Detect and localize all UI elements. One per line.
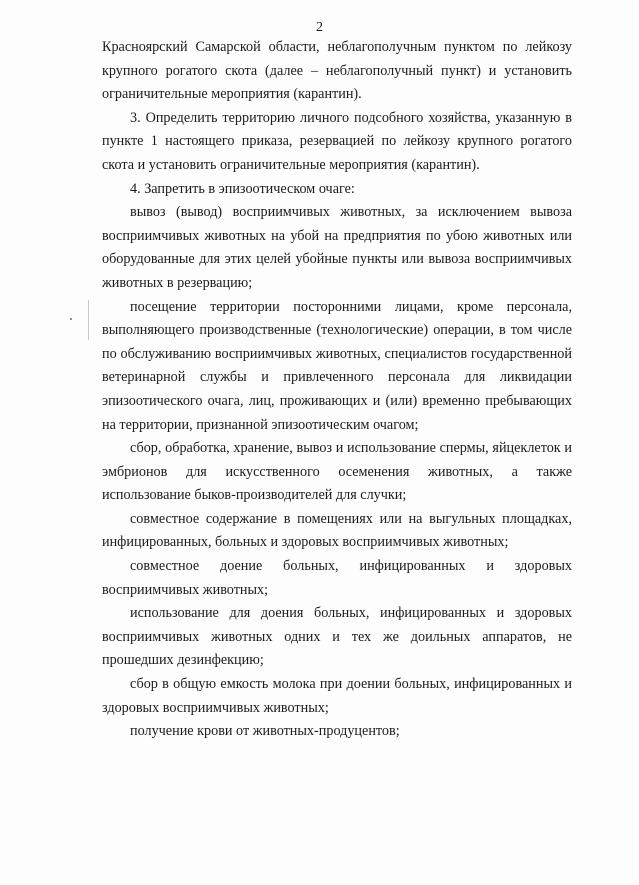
paragraph-item-3: 3. Определить территорию личного подсобного хозяйства, указанную в пункте 1 настоящего приказа, резервацией по лейкозу крупного рогатого скота и установить ограничительные мероприятия (карантин). [102, 109, 572, 173]
scan-speck [70, 318, 72, 320]
scan-margin-mark [88, 300, 89, 340]
prohibition-milk-collection: сбор в общую емкость молока при доении больных, инфицированных и здоровых восприимчивых животных; [102, 676, 572, 716]
paragraph-continuation: Красноярский Самарской области, неблагополучным пунктом по лейкозу крупного рогатого скота (далее – неблагополучный пункт) и установить ограничительные мероприятия (карантин). [102, 39, 572, 103]
prohibition-blood-collection: получение крови от животных-продуцентов; [130, 723, 400, 740]
prohibition-milking-equipment: использование для доения больных, инфицированных и здоровых восприимчивых животных одних и тех же доильных аппаратов, не прошедших дезинфекцию; [102, 605, 572, 669]
prohibition-joint-keeping: совместное содержание в помещениях или на выгульных площадках, инфицированных, больных и здоровых восприимчивых животных; [102, 510, 572, 551]
prohibition-visits: посещение территории посторонними лицами, кроме персонала, выполняющего производственные (технологические) операции, в том числе по обслуживанию восприимчивых животных, специалистов государственной ветеринарной службы и привлеченного персонала для ликвидации эпизоотического очага, лиц, проживающих и (или) временно пребывающих на территории, признанной эпизоотическим очагом; [102, 298, 572, 433]
prohibition-joint-milking: совместное доение больных, инфицированных и здоровых восприимчивых животных; [102, 558, 572, 598]
document-body [102, 36, 572, 744]
prohibition-removal: вывоз (вывод) восприимчивых животных, за исключением вывоза восприимчивых животных на убой на предприятия по убою животных или оборудованные для этих целей убойные пункты или вывоза восприимчивых животных в резервацию; [102, 204, 572, 291]
prohibition-semen: сбор, обработка, хранение, вывоз и использование спермы, яйцеклеток и эмбрионов для искусственного осеменения животных, а также использование быков-производителей для случки; [102, 440, 572, 504]
page-number: 2 [316, 20, 323, 35]
paragraph-item-4: 4. Запретить в эпизоотическом очаге: [130, 180, 355, 197]
